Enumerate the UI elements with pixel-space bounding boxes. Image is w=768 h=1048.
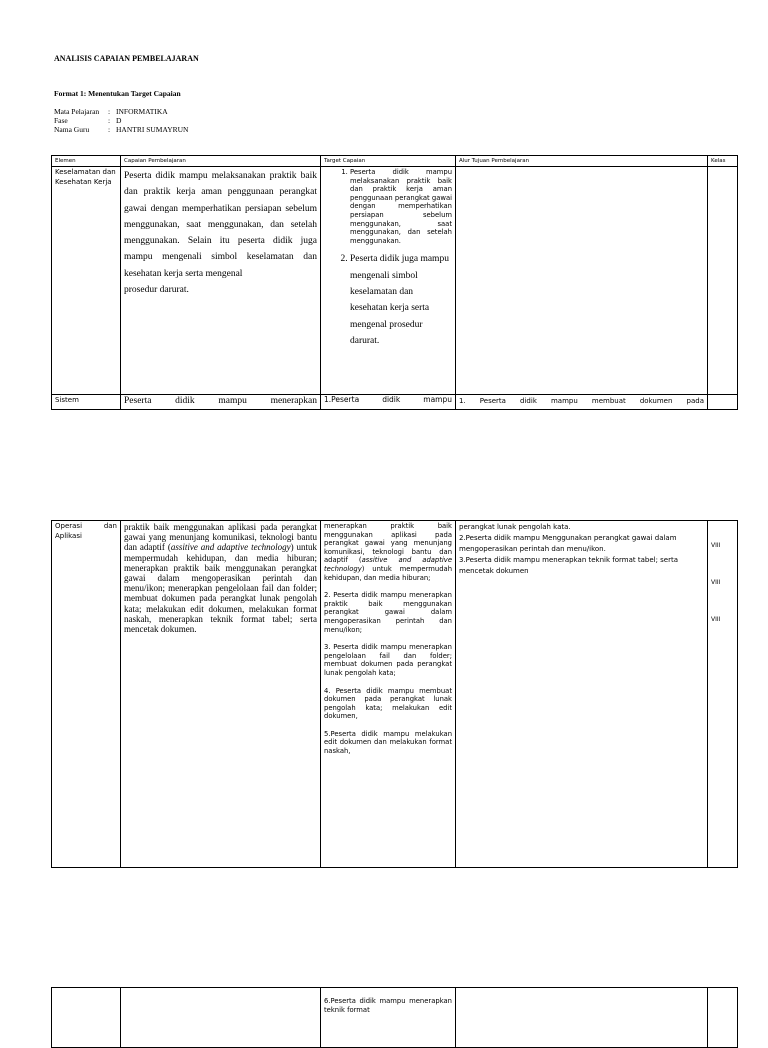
elemen-cell: Sistem <box>52 395 121 410</box>
kelas-cell <box>708 395 738 410</box>
kelas-value: VIII <box>711 542 721 549</box>
table-row <box>52 521 738 868</box>
cp-table-page1 <box>51 155 738 410</box>
atp-cell: 1. Peserta didik mampu membuat dokumen pada <box>456 395 708 410</box>
meta-phase: Fase : D <box>54 116 122 125</box>
cp-cell: Peserta didik mampu melaksanakan praktik baik dan praktik kerja aman penggunaan perangkat gawai dengan memperhatikan persiapan sebelum menggunakan, saat menggunakan, dan setelah menggunakan. Selain itu peserta didik juga mampu mengenali simbol keselamatan dan kesehatan kerja serta mengenal prosedur darurat. <box>121 167 321 395</box>
meta-subject: Mata Pelajaran : INFORMATIKA <box>54 107 168 116</box>
target-cell: 1.Peserta didik mampu <box>321 395 456 410</box>
target-cell <box>321 167 456 395</box>
atp-cell <box>456 988 708 1048</box>
cp-cell <box>121 988 321 1048</box>
meta-block <box>54 107 188 134</box>
kelas-value: VIII <box>711 579 721 586</box>
cp-cell: praktik baik menggunakan aplikasi pada perangkat gawai yang menunjang komunikasi, teknologi bantu dan adaptif (assitive and adaptive technology) untuk mempermudah kehidupan, dan media hiburan; menerapkan praktik baik menggunakan perangkat gawai dalam mengoperasikan perintah dan menu/ikon; menerapkan pengelolaan fail dan folder; membuat dokumen pada perangkat lunak pengolah kata; melakukan edit dokumen, melakukan format naskah, menerapkan teknik format tabel; serta mencetak dokumen. <box>121 521 321 868</box>
header-atp: Alur Tujuan Pembelajaran <box>456 156 708 167</box>
cp-table-page3 <box>51 987 738 1048</box>
table-header-row <box>52 156 738 167</box>
meta-teacher: Nama Guru : HANTRI SUMAYRUN <box>54 125 189 134</box>
elemen-cell <box>52 988 121 1048</box>
target-item: 3. Peserta didik mampu menerapkan pengelolaan fail dan folder; membuat dokumen pada perangkat lunak pengolah kata; <box>324 643 452 677</box>
format-heading: Format 1: Menentukan Target Capaian <box>54 89 181 98</box>
table-row <box>52 395 738 410</box>
atp-cell: perangkat lunak pengolah kata. 2.Peserta didik mampu Menggunakan perangkat gawai dalam mengoperasikan perintah dan menu/ikon. 3.Peserta didik mampu menerapkan teknik format tabel; serta mencetak dokumen <box>456 521 708 868</box>
document-title: ANALISIS CAPAIAN PEMBELAJARAN <box>54 54 199 63</box>
table-row <box>52 988 738 1048</box>
target-item: 4. Peserta didik mampu membuat dokumen pada perangkat lunak pengolah kata; melakukan edit dokumen, <box>324 686 452 721</box>
target-item: 1. Peserta didik mampu melaksanakan praktik baik dan praktik kerja aman penggunaan perangkat gawai dengan memperhatikan persiapan sebelum menggunakan, saat menggunakan, dan setelah menggunakan. <box>350 168 452 245</box>
target-cell <box>321 521 456 868</box>
elemen-cell: Keselamatan dan Kesehatan Kerja <box>52 167 121 395</box>
kelas-cell <box>708 521 738 868</box>
kelas-value: VIII <box>711 616 721 623</box>
atp-cell <box>456 167 708 395</box>
kelas-cell <box>708 167 738 395</box>
target-item: 5.Peserta didik mampu melakukan edit dokumen dan melakukan format naskah, <box>324 729 452 756</box>
cp-table-page2 <box>51 520 738 868</box>
header-kelas: Kelas <box>708 156 738 167</box>
target-item: 2. Peserta didik juga mampu mengenali simbol keselamatan dan kesehatan kerja serta mengenal prosedur darurat. <box>350 251 452 349</box>
elemen-cell: Operasi dan Aplikasi <box>52 521 121 868</box>
target-cell: 6.Peserta didik mampu menerapkan teknik format <box>321 988 456 1048</box>
header-cp: Capaian Pembelajaran <box>121 156 321 167</box>
table-row <box>52 167 738 395</box>
target-item: 2. Peserta didik mampu menerapkan praktik baik menggunakan perangkat gawai dalam mengoperasikan perintah dan menu/ikon; <box>324 591 452 634</box>
kelas-cell <box>708 988 738 1048</box>
header-target: Target Capaian <box>321 156 456 167</box>
cp-cell: Peserta didik mampu menerapkan <box>121 395 321 410</box>
header-elemen: Elemen <box>52 156 121 167</box>
target-item: menerapkan praktik baik menggunakan aplikasi pada perangkat gawai yang menunjang komunikasi, teknologi bantu dan adaptif (assitive and adaptive technology) untuk mempermudah kehidupan, dan media hiburan; <box>324 522 453 582</box>
